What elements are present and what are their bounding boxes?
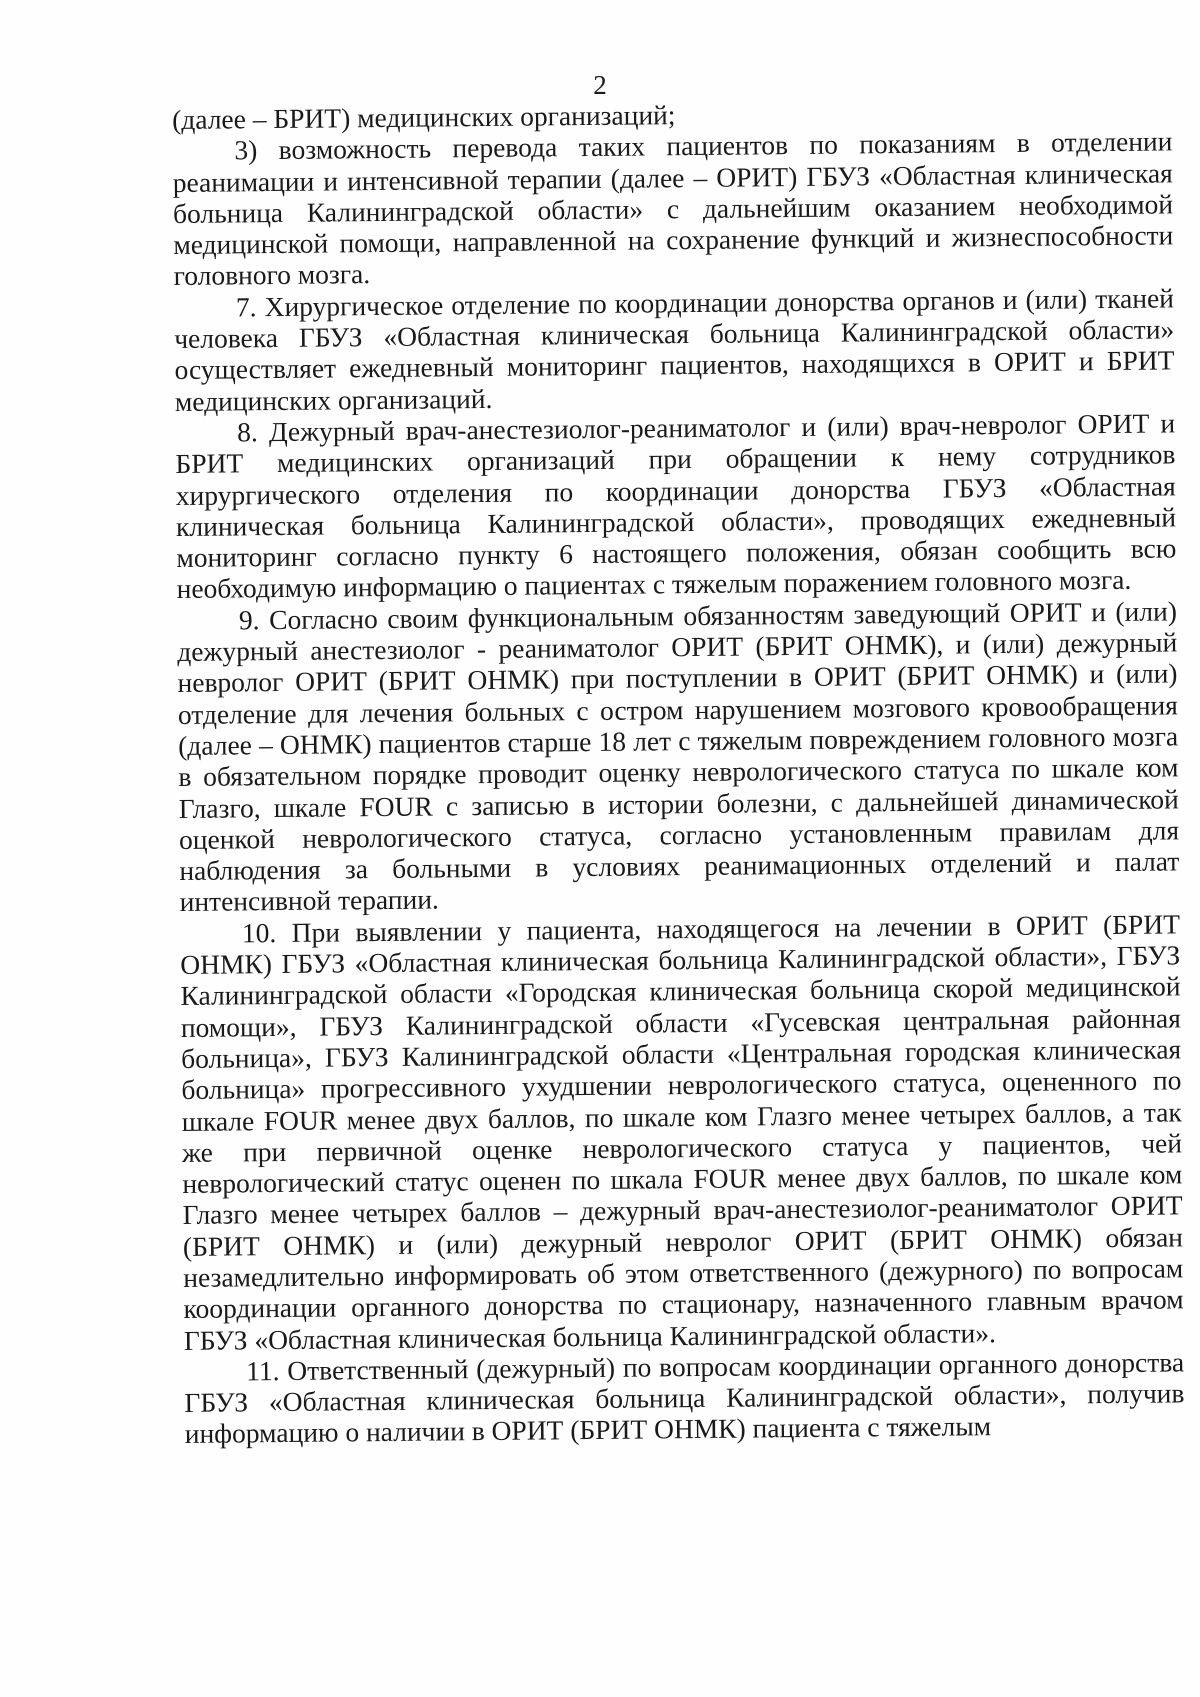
page-number: 2	[593, 70, 607, 100]
document-body	[172, 94, 1185, 1449]
paragraph-9: 9. Согласно своим функциональным обязанностям заведующий ОРИТ и (или) дежурный анестезиолог - реаниматолог ОРИТ (БРИТ ОНМК), и (или) дежурный невролог ОРИТ (БРИТ ОНМК) при поступлении в ОРИТ (БРИТ ОНМК) и (или) отделение для лечения больных с остром нарушением мозгового кровообращения (далее – ОНМК) пациентов старше 18 лет с тяжелым повреждением головного мозга в обязательном порядке проводит оценку неврологического статуса по шкале ком Глазго, шкале FOUR с записью в истории болезни, с дальнейшей динамической оценкой неврологического статуса, согласно установленным правилам для наблюдения за больными в условиях реанимационных отделений и палат интенсивной терапии.	[177, 595, 1180, 918]
paragraph-8: 8. Дежурный врач-анестезиолог-реаниматолог и (или) врач-невролог ОРИТ и БРИТ медицинских организаций при обращении к нему сотрудников хирургического отделения по координации донорства ГБУЗ «Областная клиническая больница Калининградской области», проводящих ежедневный мониторинг согласно пункту 6 настоящего положения, обязан сообщить всю необходимую информацию о пациентах с тяжелым поражением головного мозга.	[175, 407, 1177, 605]
paragraph-item-3: 3) возможность перевода таких пациентов по показаниям в отделении реанимации и интенсивной терапии (далее – ОРИТ) ГБУЗ «Областная клиническая больница Калининградской области» с дальнейшим оказанием необходимой медицинской помощи, направленной на сохранение функций и жизнеспособности головного мозга.	[172, 125, 1174, 292]
paragraph-11: 11. Ответственный (дежурный) по вопросам координации органного донорства ГБУЗ «Областная клиническая больница Калининградской области», получив информацию о наличии в ОРИТ (БРИТ ОНМК) пациента с тяжелым	[184, 1346, 1185, 1450]
paragraph-continuation: (далее – БРИТ) медицинских организаций;	[172, 99, 676, 135]
paragraph-7: 7. Хирургическое отделение по координации донорства органов и (или) тканей человека ГБУЗ «Областная клиническая больница Калининградской области» осуществляет ежедневный мониторинг пациентов, находящихся в ОРИТ и БРИТ медицинских организаций.	[174, 282, 1175, 417]
paragraph-10: 10. При выявлении у пациента, находящегося на лечении в ОРИТ (БРИТ ОНМК) ГБУЗ «Областная клиническая больница Калининградской области», ГБУЗ Калининградской области «Городская клиническая больница скорой медицинской помощи», ГБУЗ Калининградской области «Гусевская центральная районная больница», ГБУЗ Калининградской области «Центральная городская клиническая больница» прогрессивного ухудшении неврологического статуса, оцененного по шкале FOUR менее двух баллов, по шкале ком Глазго менее четырех баллов, а так же при первичной оценке неврологического статуса у пациентов, чей неврологический статус оценен по шкала FOUR менее двух баллов, по шкале ком Глазго менее четырех баллов – дежурный врач-анестезиолог-реаниматолог ОРИТ (БРИТ ОНМК) и (или) дежурный невролог ОРИТ (БРИТ ОНМК) обязан незамедлительно информировать об этом ответственного (дежурного) по вопросам координации органного донорства по стационару, назначенного главным врачом ГБУЗ «Областная клиническая больница Калининградской области».	[180, 908, 1184, 1356]
